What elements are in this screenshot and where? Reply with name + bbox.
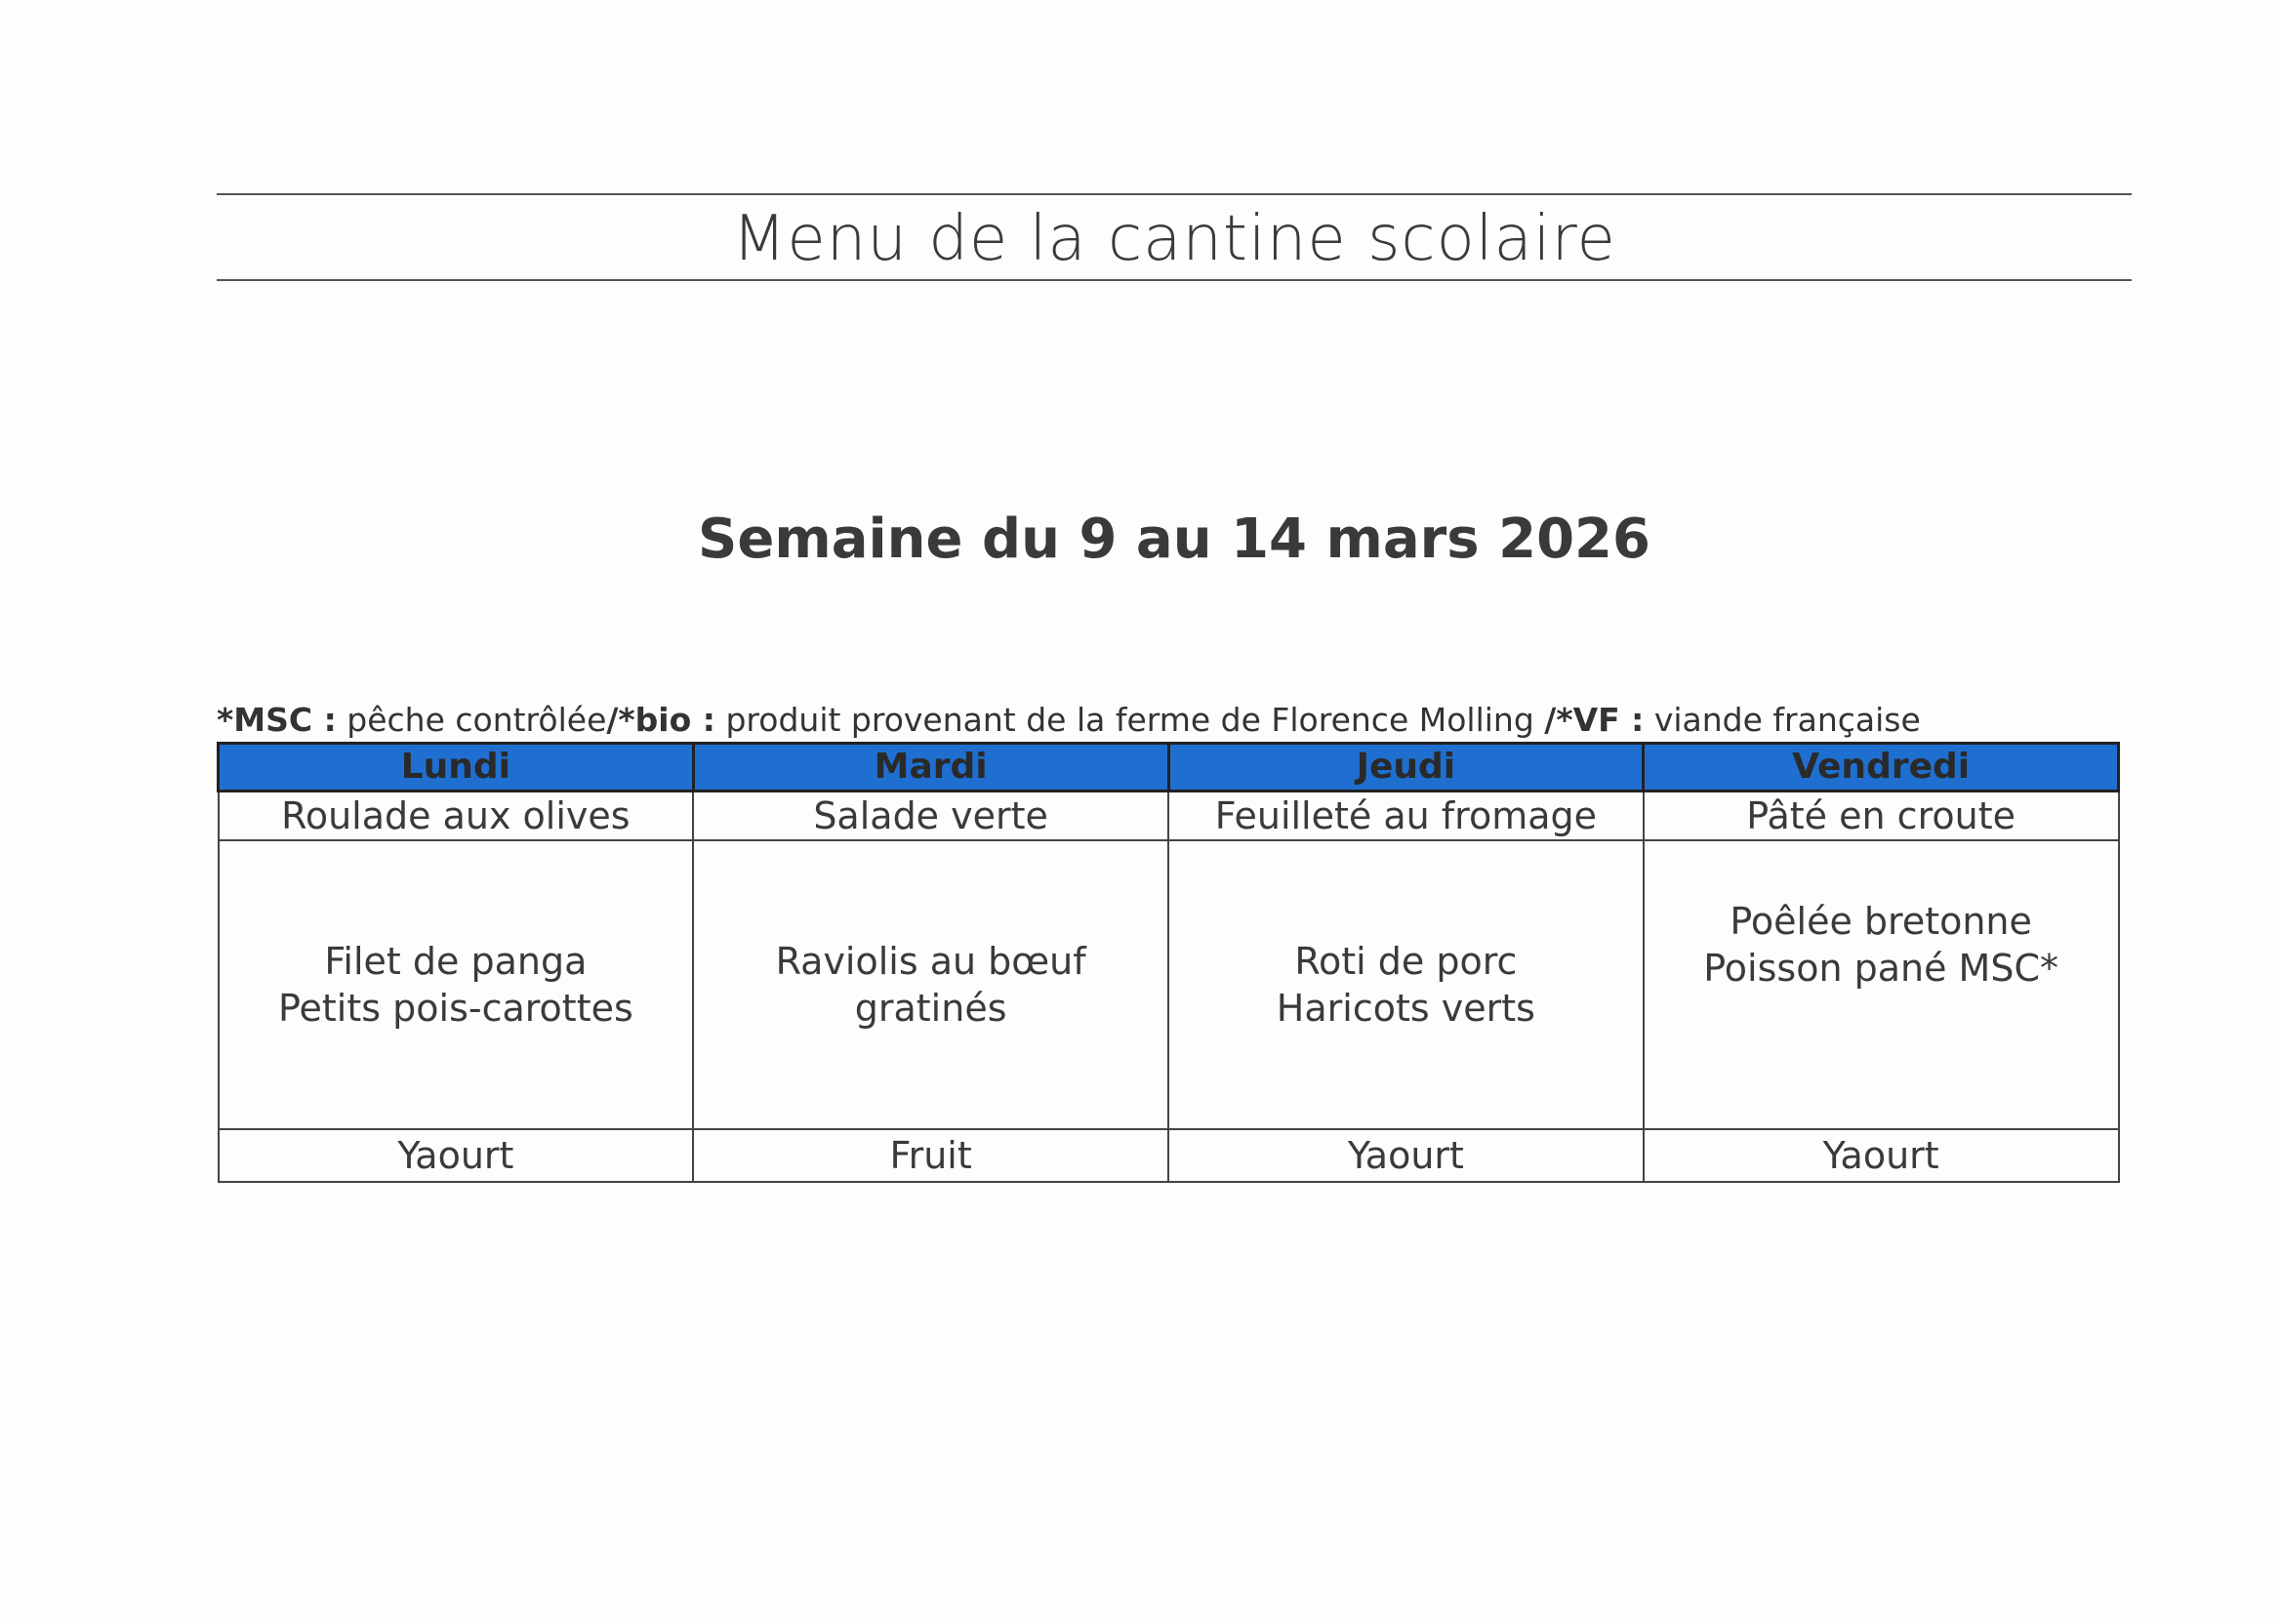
day-header-row — [219, 744, 2119, 792]
main-cell — [693, 840, 1168, 1129]
starter-cell: Pâté en croute — [1644, 792, 2119, 841]
document-title: Menu de la cantine scolaire — [732, 203, 1616, 275]
main-cell — [219, 840, 694, 1129]
week-heading: Semaine du 9 au 14 mars 2026 — [698, 508, 1650, 571]
main-line: Haricots verts — [1276, 987, 1535, 1030]
main-line: Poisson pané MSC* — [1703, 947, 2058, 990]
menu-table — [217, 742, 2120, 1183]
main-cell — [1168, 840, 1644, 1129]
dessert-row — [219, 1129, 2119, 1182]
legend-msc-text: pêche contrôlée — [336, 701, 607, 739]
legend — [217, 701, 1921, 739]
starter-cell: Feuilleté au fromage — [1168, 792, 1644, 841]
starter-cell: Roulade aux olives — [219, 792, 694, 841]
dessert-cell: Yaourt — [219, 1129, 694, 1182]
main-line: Petits pois-carottes — [277, 987, 633, 1030]
legend-vf-key: /*VF : — [1544, 701, 1645, 739]
dessert-cell: Fruit — [693, 1129, 1168, 1182]
day-header-lundi: Lundi — [219, 744, 694, 792]
legend-bio-text: produit provenant de la ferme de Florence Molling — [714, 701, 1545, 739]
day-header-vendredi: Vendredi — [1644, 744, 2119, 792]
main-line: gratinés — [854, 987, 1007, 1030]
main-course-row — [219, 840, 2119, 1129]
day-header-mardi: Mardi — [693, 744, 1168, 792]
main-line: Roti de porc — [1294, 940, 1518, 983]
legend-msc-key: *MSC : — [217, 701, 337, 739]
title-rule-bottom — [217, 279, 2132, 281]
main-line: Poêlée bretonne — [1730, 900, 2032, 943]
legend-bio-key: /*bio : — [606, 701, 715, 739]
legend-vf-text: viande française — [1644, 701, 1921, 739]
main-cell — [1644, 840, 2119, 1129]
starter-row — [219, 792, 2119, 841]
starter-cell: Salade verte — [693, 792, 1168, 841]
title-rule-top — [217, 193, 2132, 195]
dessert-cell: Yaourt — [1168, 1129, 1644, 1182]
day-header-jeudi: Jeudi — [1168, 744, 1644, 792]
main-line: Filet de panga — [324, 940, 588, 983]
dessert-cell: Yaourt — [1644, 1129, 2119, 1182]
main-line: Raviolis au bœuf — [775, 940, 1086, 983]
